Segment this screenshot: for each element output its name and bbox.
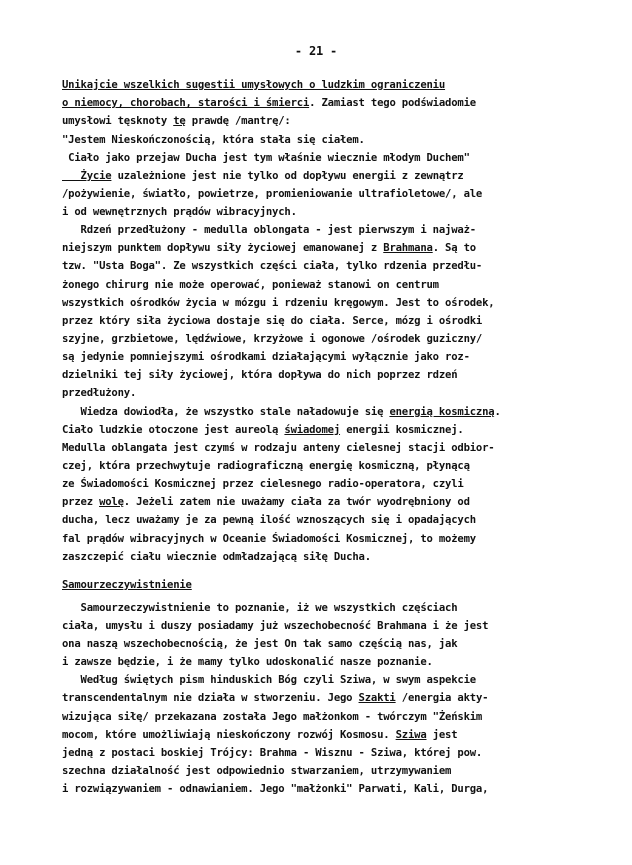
underlined-text: świadomej [284, 424, 341, 436]
text-line [62, 441, 494, 455]
text-line [62, 728, 457, 742]
text-run: ze Świadomości Kosmicznej przez cielesnego radio-operatora, czyli [62, 478, 464, 490]
text-line [62, 259, 482, 273]
text-run: Ciało ludzkie otoczone jest aureolą [62, 424, 285, 436]
text-run: mocom, które umożliwiają nieskończony rozwój Kosmosu. [62, 729, 396, 741]
text-run: ducha, lecz uważamy je za pewną ilość wznoszących się i opadających [62, 514, 476, 526]
text-run: są jedynie pomniejszymi ośrodkami działającymi wyłącznie jako roz- [62, 351, 470, 363]
text-run: przez [62, 496, 100, 508]
text-run: Ciało jako przejaw Ducha jest tym właśnie wiecznie młodym Duchem" [62, 152, 470, 164]
text-run: szyjne, grzbietowe, lędźwiowe, krzyżowe i ogonowe /ośrodek guziczny/ [62, 333, 483, 345]
text-line [62, 114, 291, 128]
text-run: energii kosmicznej. [340, 424, 464, 436]
text-line [62, 550, 371, 564]
text-line [62, 746, 482, 760]
text-line [62, 655, 433, 669]
text-line [62, 314, 482, 328]
text-line [62, 459, 470, 473]
text-line [62, 241, 476, 255]
text-run: /pożywienie, światło, powietrze, promieniowanie ultrafioletowe/, ale [62, 188, 483, 200]
underlined-text: Życie [62, 170, 112, 182]
underlined-text: tę [173, 115, 186, 127]
text-run: szechna działalność jest odpowiednio stwarzaniem, utrzymywaniem [62, 765, 452, 777]
text-run: prawdę /mantrę/: [185, 115, 291, 127]
text-line [62, 386, 136, 400]
text-run: żonego chirurg nie może operować, ponieważ stanowi on centrum [62, 279, 439, 291]
text-run: przedłużony. [62, 387, 137, 399]
text-line [62, 368, 457, 382]
text-line [62, 477, 464, 491]
text-run: . Jeżeli zatem nie uważamy ciała za twór wyodrębniony od [123, 496, 470, 508]
text-run: . [494, 406, 501, 418]
text-line [62, 332, 482, 346]
text-run: i zawsze będzie, i że mamy tylko udoskonalić nasze poznanie. [62, 656, 433, 668]
text-line [62, 782, 488, 796]
text-run: i rozwiązywaniem - odnawianiem. Jego "małżonki" Parwati, Kali, Durga, [62, 783, 489, 795]
text-line [62, 601, 457, 615]
text-run: wizująca siłę/ przekazana została Jego małżonkom - twórczym "Żeńskim [62, 711, 483, 723]
text-line [62, 637, 457, 651]
underlined-text: Brahmana [383, 242, 433, 254]
text-run: fal prądów wibracyjnych w Oceanie Świadomości Kosmicznej, to możemy [62, 533, 476, 545]
text-run: Medulla oblangata jest czymś w rodzaju anteny cielesnej stacji odbior- [62, 442, 495, 454]
text-line [62, 350, 470, 364]
page-number: - 21 - [294, 44, 338, 58]
text-run: umysłowi tęsknoty [62, 115, 174, 127]
text-run: . Zamiast tego podświadomie [309, 97, 476, 109]
text-line [62, 513, 476, 527]
text-line [62, 619, 488, 633]
text-run: Według świętych pism hinduskich Bóg czyli Sziwa, w swym aspekcie [62, 674, 476, 686]
text-run: niejszym punktem dopływu siły życiowej emanowanej z [62, 242, 384, 254]
text-line [62, 278, 439, 292]
text-line [62, 673, 476, 687]
text-run: tzw. "Usta Boga". Ze wszystkich części ciała, tylko rdzenia przedłu- [62, 260, 483, 272]
underlined-text: Sziwa [395, 729, 427, 741]
underlined-text: Szakti [358, 692, 396, 704]
text-line [62, 423, 464, 437]
text-run: /energia akty- [395, 692, 489, 704]
text-line [62, 405, 501, 419]
text-line [62, 691, 488, 705]
text-run: jedną z postaci boskiej Trójcy: Brahma - Wisznu - Sziwa, której pow. [62, 747, 483, 759]
text-run: "Jestem Nieskończonością, która stała się ciałem. [62, 134, 365, 146]
text-run: przez który siła życiowa dostaje się do ciała. Serce, mózg i ośrodki [62, 315, 483, 327]
text-line [62, 133, 365, 147]
text-run: i od wewnętrznych prądów wibracyjnych. [62, 206, 297, 218]
text-line [62, 764, 451, 778]
text-line [62, 223, 476, 237]
section-heading [62, 578, 192, 592]
text-line [62, 205, 297, 219]
underlined-text: Unikajcie wszelkich sugestii umysłowych o ludzkim ograniczeniu [62, 79, 446, 91]
text-run: transcendentalnym nie działa w stworzeniu. Jego [62, 692, 359, 704]
text-line [62, 710, 482, 724]
text-run: zaszczepić ciału wiecznie odmładzającą siłę Ducha. [62, 551, 371, 563]
text-run: wszystkich ośrodków życia w mózgu i rdzeniu kręgowym. Jest to ośrodek, [62, 297, 495, 309]
text-line [62, 96, 476, 110]
underlined-text: Samourzeczywistnienie [62, 579, 192, 591]
text-run: ciała, umysłu i duszy posiadamy już wszechobecność Brahmana i że jest [62, 620, 489, 632]
text-line [62, 532, 476, 546]
underlined-text: o niemocy, chorobach, starości i śmierci [62, 97, 310, 109]
text-line [62, 169, 464, 183]
text-run: czej, która przechwytuje radiograficzną energię kosmiczną, płynącą [62, 460, 470, 472]
underlined-text: energią kosmiczną [389, 406, 495, 418]
text-run: uzależnione jest nie tylko od dopływu energii z zewnątrz [111, 170, 464, 182]
text-line [62, 151, 470, 165]
text-run: Wiedza dowiodła, że wszystko stale naładowuje się [62, 406, 390, 418]
text-line [62, 495, 470, 509]
text-run: ona naszą wszechobecnością, że jest On tak samo częścią nas, jak [62, 638, 458, 650]
text-line [62, 187, 482, 201]
underlined-text: wolę [99, 496, 124, 508]
text-run: . Są to [432, 242, 476, 254]
text-run: jest [426, 729, 458, 741]
text-run: Samourzeczywistnienie to poznanie, iż we wszystkich częściach [62, 602, 458, 614]
text-line [62, 296, 494, 310]
text-run: dzielniki tej siły życiowej, która dopływa do nich poprzez rdzeń [62, 369, 458, 381]
text-line [62, 78, 445, 92]
text-run: Rdzeń przedłużony - medulla oblongata - jest pierwszym i najważ- [62, 224, 476, 236]
